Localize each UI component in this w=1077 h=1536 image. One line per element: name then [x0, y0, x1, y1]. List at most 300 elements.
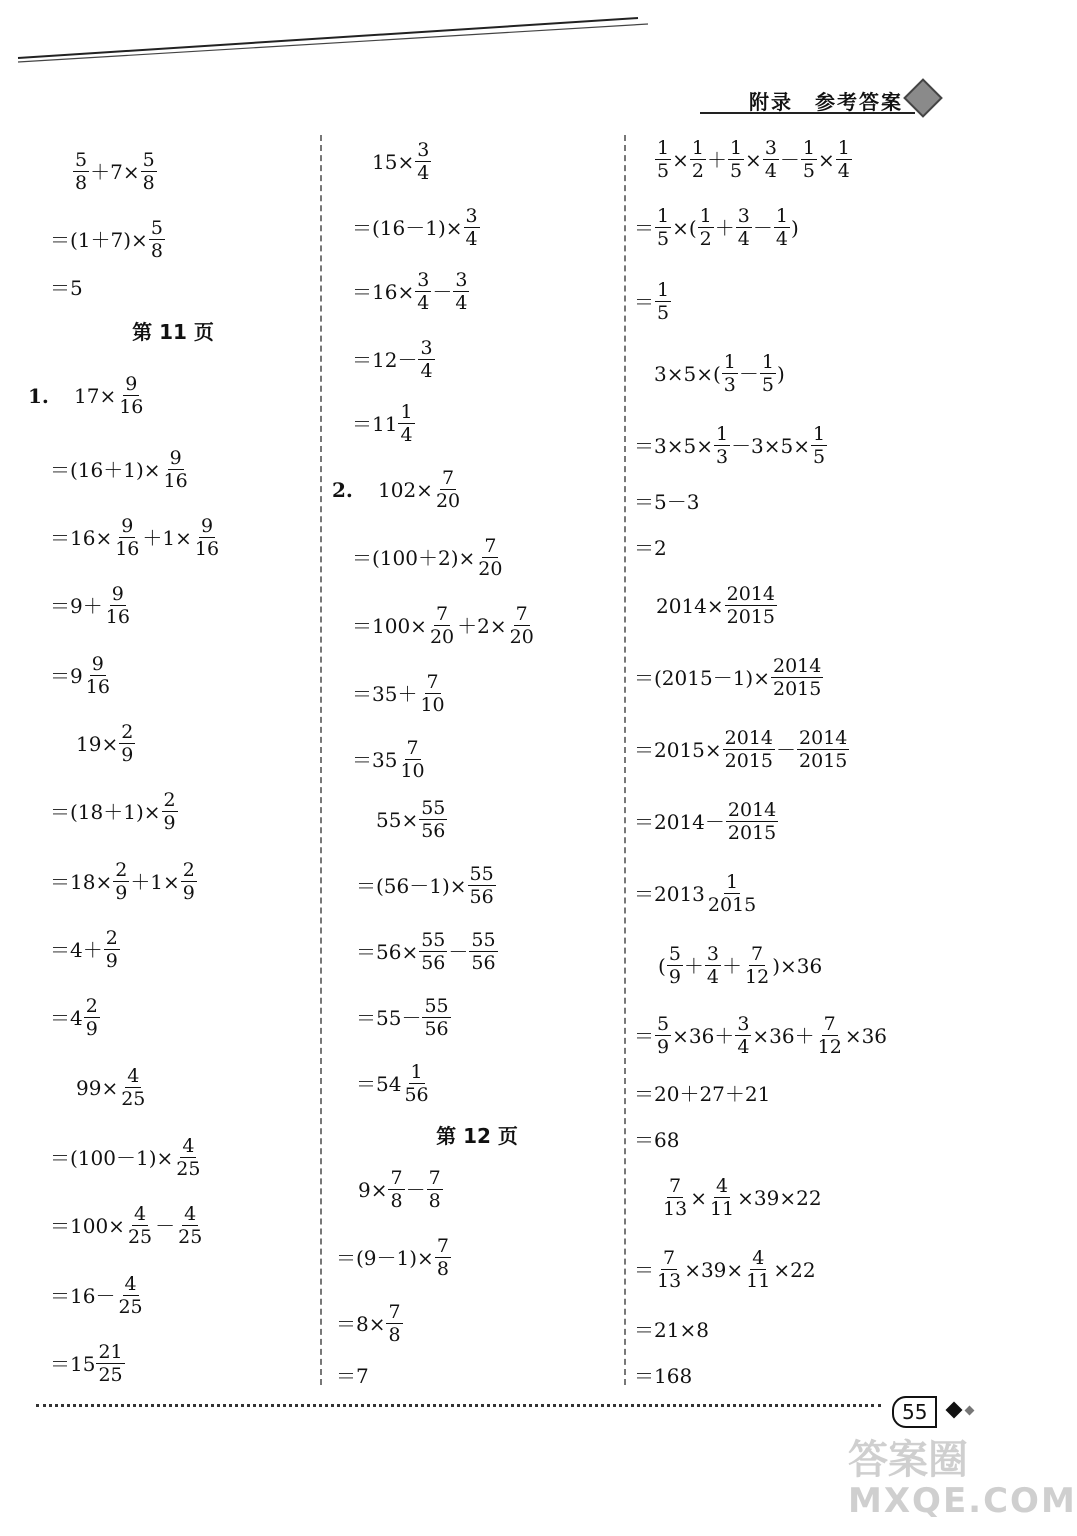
math-text: 17× [74, 383, 117, 408]
math-line [72, 150, 158, 193]
page-header [700, 82, 945, 114]
math-line [634, 1084, 770, 1104]
denominator: 56 [404, 1084, 429, 1106]
fraction [655, 138, 671, 181]
math-text: ＝(100－1)× [50, 1145, 174, 1170]
denominator: 20 [435, 490, 461, 512]
fraction [104, 928, 120, 971]
numerator: 3 [764, 137, 777, 159]
math-text: ＝55－ [356, 1005, 422, 1030]
math-text: － [776, 737, 797, 762]
denominator: 4 [420, 360, 433, 382]
heading-text: 第 11 页 [132, 320, 214, 344]
fraction [760, 352, 776, 395]
numerator: 3 [417, 269, 430, 291]
math-text: ＝9＋ [50, 593, 103, 618]
numerator: 55 [421, 797, 446, 819]
math-text: ＝4 [50, 1005, 83, 1030]
fraction [117, 374, 145, 417]
math-line [352, 536, 505, 579]
math-text: ＝21×8 [634, 1318, 709, 1342]
denominator: 8 [390, 1190, 403, 1212]
numerator: 1 [699, 205, 712, 227]
numerator: 1 [410, 1061, 423, 1083]
fraction [149, 218, 165, 261]
diamond-icon [965, 1406, 975, 1416]
denominator: 8 [75, 172, 88, 194]
denominator: 9 [105, 950, 118, 972]
denominator: 20 [429, 626, 455, 648]
numerator: 55 [421, 929, 446, 951]
page-heading [28, 322, 318, 342]
math-text: ( [658, 953, 666, 978]
denominator: 4 [737, 1036, 750, 1058]
math-line [50, 218, 166, 261]
math-line [50, 278, 83, 298]
header-rule [700, 112, 915, 114]
problem-number: 1. [28, 383, 49, 408]
heading-text: 第 12 页 [436, 1124, 518, 1148]
math-text: × [672, 147, 689, 172]
denominator: 56 [421, 820, 446, 842]
math-line [634, 800, 779, 843]
math-line [634, 728, 850, 771]
math-text: ＝(1＋7)× [50, 227, 148, 252]
numerator: 4 [184, 1203, 197, 1225]
math-text: ＝2 [634, 536, 667, 560]
fraction [726, 800, 778, 843]
denominator: 9 [657, 1036, 670, 1058]
fraction [96, 1342, 124, 1385]
math-text: ＝9 [50, 663, 83, 688]
math-text: ＝3×5× [634, 433, 713, 458]
math-line [50, 1136, 203, 1179]
denominator: 12 [817, 1036, 842, 1058]
math-line [634, 1130, 679, 1150]
math-text: ＝16× [352, 279, 415, 304]
math-text: ＝7 [336, 1364, 369, 1388]
denominator: 9 [85, 1018, 98, 1040]
math-text: )×36 [772, 953, 823, 978]
math-text: 9× [358, 1177, 388, 1202]
numerator: 4 [182, 1135, 195, 1157]
math-text: ＝54 [356, 1071, 402, 1096]
math-text: ＝(16－1)× [352, 215, 463, 240]
math-text: ＝ [634, 215, 654, 240]
denominator: 2015 [726, 606, 776, 628]
math-text: 15× [372, 149, 415, 174]
numerator: 7 [515, 603, 528, 625]
denominator: 4 [837, 160, 850, 182]
numerator: 1 [657, 137, 670, 159]
fraction [469, 930, 497, 973]
fraction [398, 402, 414, 445]
fraction [708, 1176, 736, 1219]
fraction [816, 1014, 844, 1057]
math-text: － [752, 215, 773, 240]
fraction [661, 1176, 689, 1219]
math-text: ＝ [634, 1023, 654, 1048]
problem-number: 2. [332, 477, 353, 502]
math-text: ) [776, 361, 785, 386]
fraction [84, 654, 112, 697]
watermark-url: MXQE.COM [848, 1481, 1077, 1521]
math-text: ＝35＋ [352, 681, 418, 706]
denominator: 4 [737, 228, 750, 250]
fraction [119, 722, 135, 765]
denominator: 11 [709, 1198, 735, 1220]
math-text: × [690, 1185, 707, 1210]
denominator: 25 [176, 1158, 201, 1180]
math-line [356, 1062, 432, 1105]
fraction [435, 1236, 451, 1279]
math-line [634, 492, 699, 512]
math-line [76, 722, 136, 765]
numerator: 3 [737, 1013, 750, 1035]
math-line [634, 872, 759, 915]
fraction [422, 996, 450, 1039]
numerator: 9 [200, 515, 214, 537]
math-text: ×39× [684, 1257, 744, 1282]
math-text: ＝4＋ [50, 937, 103, 962]
denominator: 56 [469, 886, 494, 908]
math-text: ＝68 [634, 1128, 680, 1152]
fraction [181, 860, 197, 903]
math-text: × [818, 147, 835, 172]
fraction [176, 1204, 204, 1247]
math-line [654, 352, 785, 395]
denominator: 2015 [799, 750, 848, 772]
numerator: 21 [98, 1341, 123, 1363]
denominator: 12 [745, 966, 770, 988]
fraction [415, 270, 431, 313]
math-text: ＝16－ [50, 1283, 116, 1308]
fraction [419, 798, 447, 841]
math-text: － [779, 147, 800, 172]
denominator: 25 [118, 1296, 143, 1318]
math-text: ＝2014－ [634, 809, 725, 834]
numerator: 2 [121, 721, 134, 743]
denominator: 4 [465, 228, 478, 250]
footer-dotted-rule [36, 1404, 881, 1407]
math-text: ＋2× [457, 613, 507, 638]
numerator: 2 [115, 859, 128, 881]
numerator: 1 [802, 137, 815, 159]
fraction [725, 584, 777, 627]
denominator: 9 [182, 882, 195, 904]
denominator: 16 [194, 538, 220, 560]
fraction [141, 150, 157, 193]
math-line [634, 1366, 692, 1386]
math-line [356, 930, 499, 973]
denominator: 4 [706, 966, 719, 988]
math-text: 55× [376, 807, 419, 832]
math-text: ＋1× [130, 869, 180, 894]
denominator: 3 [715, 446, 729, 468]
math-line [660, 1176, 822, 1219]
numerator: 3 [737, 205, 750, 227]
math-line [352, 672, 448, 715]
math-line [50, 448, 191, 491]
fraction [655, 1248, 683, 1291]
denominator: 11 [746, 1270, 771, 1292]
numerator: 7 [669, 1175, 682, 1197]
page-heading [332, 1126, 622, 1146]
numerator: 4 [127, 1065, 140, 1087]
fraction [797, 728, 849, 771]
fraction [743, 944, 771, 987]
fraction [735, 1014, 751, 1057]
numerator: 2014 [727, 799, 777, 821]
denominator: 4 [400, 424, 413, 446]
numerator: 7 [436, 1235, 449, 1257]
fraction [419, 930, 447, 973]
fraction [386, 1302, 402, 1345]
denominator: 2 [699, 228, 712, 250]
fraction [476, 536, 504, 579]
math-text: ＝2015× [634, 737, 722, 762]
math-line [336, 1366, 369, 1386]
denominator: 16 [105, 606, 130, 628]
denominator: 56 [421, 952, 446, 974]
math-line [356, 864, 497, 907]
denominator: 2 [691, 160, 704, 182]
numerator: 3 [706, 943, 719, 965]
denominator: 56 [424, 1018, 449, 1040]
math-line [352, 402, 416, 445]
math-line [634, 538, 667, 558]
numerator: 3 [465, 205, 478, 227]
math-text: ×36＋ [672, 1023, 735, 1048]
denominator: 13 [657, 1270, 682, 1292]
math-text: ×22 [773, 1257, 816, 1282]
math-line [634, 656, 824, 699]
fraction [705, 944, 721, 987]
fraction [162, 790, 178, 833]
denominator: 4 [775, 228, 788, 250]
denominator: 10 [420, 694, 445, 716]
math-text: ＝12－ [352, 347, 418, 372]
math-line [50, 584, 133, 627]
fraction [162, 448, 190, 491]
fraction [836, 138, 852, 181]
denominator: 9 [115, 882, 128, 904]
fraction [706, 872, 758, 915]
fraction [698, 206, 714, 249]
fraction [508, 604, 536, 647]
numerator: 7 [484, 535, 497, 557]
math-text: － [405, 1177, 426, 1202]
math-line [50, 928, 121, 971]
numerator: 1 [729, 137, 743, 159]
watermark-text: 答案圈 [848, 1437, 968, 1483]
fraction [763, 138, 779, 181]
denominator: 4 [455, 292, 468, 314]
denominator: 5 [657, 228, 670, 250]
numerator: 7 [441, 467, 455, 489]
denominator: 8 [150, 240, 163, 262]
math-line [76, 1066, 148, 1109]
fraction [398, 738, 426, 781]
math-line [28, 374, 146, 417]
denominator: 8 [436, 1258, 449, 1280]
math-text: ＝56× [356, 939, 419, 964]
fraction [402, 1062, 430, 1105]
numerator: 7 [390, 1167, 403, 1189]
math-line [358, 1168, 444, 1211]
denominator: 9 [163, 812, 176, 834]
numerator: 1 [715, 423, 729, 445]
math-text: ＋ [722, 953, 742, 978]
math-text: ＝(100＋2)× [352, 545, 476, 570]
math-text: ＝18× [50, 869, 113, 894]
math-line [50, 516, 222, 559]
numerator: 9 [91, 653, 104, 675]
numerator: 7 [663, 1247, 676, 1269]
fraction [464, 206, 480, 249]
fraction [388, 1168, 404, 1211]
numerator: 9 [169, 447, 182, 469]
denominator: 8 [388, 1324, 401, 1346]
numerator: 1 [813, 423, 826, 445]
numerator: 55 [471, 929, 496, 951]
math-text: ×( [672, 215, 697, 240]
math-line [376, 798, 448, 841]
numerator: 2014 [799, 727, 848, 749]
numerator: 7 [435, 603, 449, 625]
fraction [468, 864, 496, 907]
math-text: 99× [76, 1075, 119, 1100]
math-text: － [155, 1213, 176, 1238]
fraction [728, 138, 744, 181]
math-text: ＋ [706, 147, 727, 172]
denominator: 2015 [773, 678, 822, 700]
numerator: 1 [400, 401, 413, 423]
denominator: 25 [98, 1364, 123, 1386]
math-text: 102× [378, 477, 433, 502]
denominator: 25 [178, 1226, 203, 1248]
math-text: ) [790, 215, 799, 240]
fraction [771, 656, 823, 699]
fraction [193, 516, 221, 559]
fraction [427, 1168, 443, 1211]
math-text: ＝20＋27＋21 [634, 1082, 771, 1106]
math-line [352, 738, 428, 781]
numerator: 2 [182, 859, 195, 881]
math-text: ＝100× [50, 1213, 125, 1238]
math-line [50, 860, 198, 903]
header-title: 附录 参考答案 [749, 90, 903, 114]
fraction [667, 944, 683, 987]
numerator: 1 [726, 871, 739, 893]
fraction [104, 584, 132, 627]
fraction [174, 1136, 202, 1179]
math-text: × [745, 147, 762, 172]
denominator: 8 [142, 172, 155, 194]
math-text: 3×5×( [654, 361, 721, 386]
numerator: 7 [406, 737, 419, 759]
math-line [356, 996, 452, 1039]
math-text: ＝35 [352, 747, 398, 772]
math-line [634, 1248, 816, 1291]
numerator: 2014 [724, 727, 774, 749]
denominator: 2015 [724, 750, 774, 772]
fraction [418, 338, 434, 381]
fraction [119, 1066, 147, 1109]
numerator: 9 [125, 373, 138, 395]
numerator: 5 [668, 943, 681, 965]
math-line [352, 604, 537, 647]
math-text: ＋ [683, 953, 704, 978]
fraction [655, 1014, 671, 1057]
math-text: ＝100× [352, 613, 427, 638]
page-number-badge [892, 1396, 972, 1426]
numerator: 7 [823, 1013, 836, 1035]
math-line [634, 206, 799, 249]
math-text: ×36＋ [752, 1023, 815, 1048]
math-text: ＋7× [90, 159, 140, 184]
denominator: 16 [163, 470, 188, 492]
denominator: 4 [417, 162, 430, 184]
denominator: 2015 [707, 894, 757, 916]
denominator: 5 [729, 160, 743, 182]
numerator: 1 [691, 137, 704, 159]
fraction [655, 280, 671, 323]
numerator: 5 [142, 149, 155, 171]
math-text: ＝ [634, 1257, 654, 1282]
fraction [714, 424, 730, 467]
math-line [50, 1274, 146, 1317]
math-text: ＝(18＋1)× [50, 799, 161, 824]
numerator: 7 [388, 1301, 401, 1323]
fraction [690, 138, 706, 181]
column-divider-1 [320, 135, 322, 1385]
numerator: 55 [469, 863, 494, 885]
fraction [655, 206, 671, 249]
math-text: － [738, 361, 759, 386]
fraction [113, 860, 129, 903]
fraction [723, 728, 775, 771]
fraction [84, 996, 100, 1039]
column-divider-2 [624, 135, 626, 1385]
top-decorative-lines [18, 10, 658, 70]
denominator: 10 [400, 760, 425, 782]
math-text: 2014× [656, 593, 724, 618]
denominator: 8 [428, 1190, 441, 1212]
math-line [634, 424, 828, 467]
numerator: 1 [723, 351, 736, 373]
math-text: ＝(56－1)× [356, 873, 467, 898]
denominator: 5 [657, 302, 670, 324]
fraction [126, 1204, 154, 1247]
fraction [113, 516, 141, 559]
numerator: 3 [417, 139, 430, 161]
denominator: 13 [663, 1198, 688, 1220]
numerator: 4 [124, 1273, 137, 1295]
fraction [428, 604, 456, 647]
math-line [336, 1302, 404, 1345]
math-text: ＝8× [336, 1311, 386, 1336]
math-line [50, 1342, 126, 1385]
fraction [744, 1248, 772, 1291]
math-text: －3×5× [731, 433, 811, 458]
math-line [634, 280, 672, 323]
math-text: 19× [76, 731, 119, 756]
numerator: 7 [426, 671, 439, 693]
math-line [634, 1014, 887, 1057]
denominator: 2015 [727, 822, 777, 844]
numerator: 4 [752, 1247, 765, 1269]
